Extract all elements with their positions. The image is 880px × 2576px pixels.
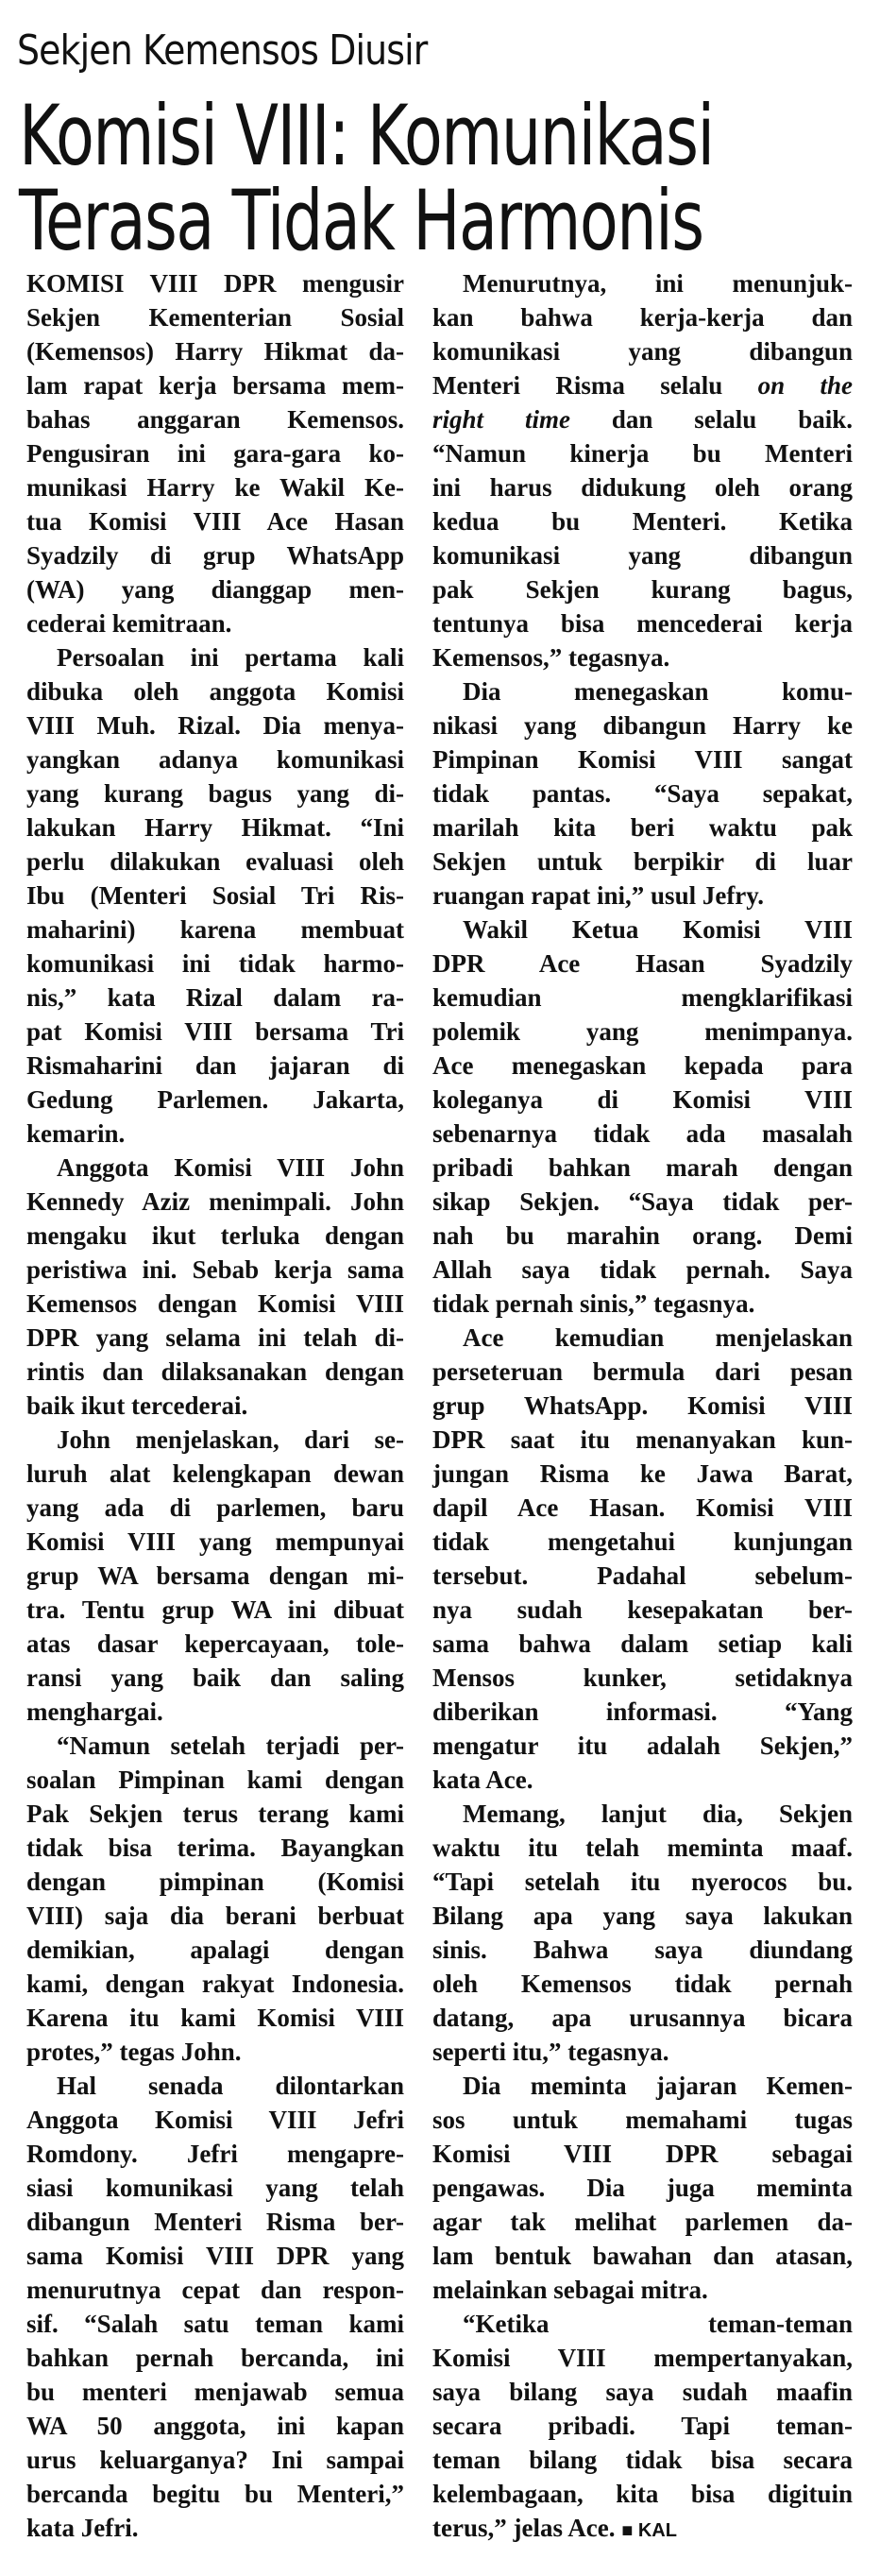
text-line: DPR Ace Hasan Syadzily [432, 949, 853, 978]
text-line: tersebut. Padahal sebelum- [432, 1561, 853, 1590]
text-line: “Ketika teman-teman [463, 2310, 853, 2338]
text-line: sif. “Salah satu teman kami [26, 2310, 404, 2338]
text-line: tra. Tentu grup WA ini dibuat [26, 1595, 404, 1624]
text-line: komunikasi ini tidak harmo- [26, 949, 404, 978]
text-line: kata Ace. [432, 1766, 533, 1794]
text-line: munikasi Harry ke Wakil Ke- [26, 473, 404, 502]
text-line: tidak pernah sinis,” tegasnya. [432, 1289, 755, 1318]
text-line: kata Jefri. [26, 2514, 139, 2542]
text-line: lam rapat kerja bersama mem- [26, 371, 404, 400]
text-line: DPR saat itu menanyakan kun- [432, 1425, 853, 1454]
text-line: demikian, apalagi dengan [26, 1936, 404, 1964]
text-line: “Namun setelah terjadi per- [57, 1732, 404, 1760]
text-line: Komisi VIII mempertanyakan, [432, 2344, 853, 2372]
headline-line-1: Komisi VIII: Komunikasi [19, 87, 714, 184]
paragraph [432, 266, 853, 674]
text-line: cederai kemitraan. [26, 609, 232, 638]
author-initials: ■ KAL [621, 2520, 677, 2541]
text-line: Kennedy Aziz menimpali. John [26, 1187, 404, 1216]
text-line: John menjelaskan, dari se- [57, 1425, 404, 1454]
text-line: tidak bisa terima. Bayangkan [26, 1834, 404, 1862]
text-line: teman bilang tidak bisa secara [432, 2446, 853, 2474]
text-line: perseteruan bermula dari pesan [432, 1357, 853, 1386]
text-line: nah bu marahin orang. Demi [432, 1221, 853, 1250]
text-line: “Tapi setelah itu nyerocos bu. [432, 1868, 853, 1896]
text-line: (WA) yang dianggap men- [26, 575, 404, 604]
paragraph [432, 1321, 853, 1797]
text-line: Pimpinan Komisi VIII sangat [432, 745, 853, 774]
text-line [432, 402, 853, 436]
text-line: melainkan sebagai mitra. [432, 2276, 708, 2304]
text-line: nya sudah kesepakatan ber- [432, 1595, 853, 1624]
italic-text: right time [432, 405, 570, 434]
paragraph [26, 2069, 404, 2545]
text-line: pat Komisi VIII bersama Tri [26, 1017, 404, 1046]
text-line: nis,” kata Rizal dalam ra- [26, 983, 404, 1012]
text-line: Sekjen untuk berpikir di luar [432, 847, 853, 876]
text-line [432, 2511, 853, 2545]
text-line: secara pribadi. Tapi teman- [432, 2412, 853, 2440]
paragraph [432, 2307, 853, 2545]
paragraph [432, 1797, 853, 2069]
paragraph [432, 2069, 853, 2307]
text-line: Komisi VIII yang mempunyai [26, 1527, 404, 1556]
text-line: grup WhatsApp. Komisi VIII [432, 1391, 853, 1420]
text-line: Syadzily di grup WhatsApp [26, 541, 404, 570]
text-line: Dia meminta jajaran Kemen- [463, 2072, 853, 2100]
text-line: Bilang apa yang saya lakukan [432, 1902, 853, 1930]
text-line: Menurutnya, ini menunjuk- [463, 269, 853, 298]
text-line: soalan Pimpinan kami dengan [26, 1766, 404, 1794]
text-line: jungan Risma ke Jawa Barat, [432, 1459, 853, 1488]
text-line: sinis. Bahwa saya diundang [432, 1936, 853, 1964]
paragraph [432, 674, 853, 913]
text-line: KOMISI VIII DPR mengusir [26, 269, 404, 298]
text-line: sos untuk memahami tugas [432, 2106, 853, 2134]
text-line: waktu itu telah meminta maaf. [432, 1834, 853, 1862]
text-line: protes,” tegas John. [26, 2038, 242, 2066]
text-line: tidak pantas. “Saya sepakat, [432, 779, 853, 808]
text-line: Gedung Parlemen. Jakarta, [26, 1085, 404, 1114]
text-line: kedua bu Menteri. Ketika [432, 507, 853, 536]
text-line: yangkan adanya komunikasi [26, 745, 404, 774]
text-line: seperti itu,” tegasnya. [432, 2038, 669, 2066]
text-line: Romdony. Jefri mengapre- [26, 2140, 404, 2168]
text-line: bahas anggaran Kemensos. [26, 405, 404, 434]
text-line: koleganya di Komisi VIII [432, 1085, 853, 1114]
text-line: kami, dengan rakyat Indonesia. [26, 1970, 404, 1998]
text-line: Kemensos,” tegasnya. [432, 643, 670, 672]
text-segment: dan selalu baik. [569, 405, 854, 434]
text-line: baik ikut tercederai. [26, 1391, 248, 1420]
text-line: “Namun kinerja bu Menteri [432, 439, 853, 468]
text-line: sebenarnya tidak ada masalah [432, 1119, 853, 1148]
text-line: menghargai. [26, 1697, 163, 1726]
text-line: perlu dilakukan evaluasi oleh [26, 847, 404, 876]
text-line: kemudian mengklarifikasi [432, 983, 853, 1012]
text-line: marilah kita beri waktu pak [432, 813, 853, 842]
text-line: menurutnya cepat dan respon- [26, 2276, 404, 2304]
text-line: ruangan rapat ini,” usul Jefry. [432, 881, 765, 910]
text-line: VIII Muh. Rizal. Dia menya- [26, 711, 404, 740]
text-line: rintis dan dilaksanakan dengan [26, 1357, 404, 1386]
text-line: lam bentuk bawahan dan atasan, [432, 2242, 853, 2270]
text-line: bercanda begitu bu Menteri,” [26, 2480, 404, 2508]
article-column-left [26, 266, 404, 2545]
text-line: Persoalan ini pertama kali [57, 643, 404, 672]
text-line: maharini) karena membuat [26, 915, 404, 944]
text-line: dibuka oleh anggota Komisi [26, 677, 404, 706]
text-line: VIII) saja dia berani berbuat [26, 1902, 404, 1930]
text-line: lakukan Harry Hikmat. “Ini [26, 813, 404, 842]
text-line: komunikasi yang dibangun [432, 541, 853, 570]
text-line: kemarin. [26, 1119, 126, 1148]
text-line: tidak mengetahui kunjungan [432, 1527, 853, 1556]
text-line: Ace kemudian menjelaskan [463, 1323, 853, 1352]
text-line: yang kurang bagus yang di- [26, 779, 404, 808]
text-line: atas dasar kepercayaan, tole- [26, 1629, 404, 1658]
text-line: datang, apa urusannya bicara [432, 2004, 853, 2032]
text-line: oleh Kemensos tidak pernah [432, 1970, 853, 1998]
paragraph [26, 640, 404, 1151]
paragraph [26, 1423, 404, 1729]
paragraph [432, 913, 853, 1321]
text-line: Allah saya tidak pernah. Saya [432, 1255, 853, 1284]
text-line: Anggota Komisi VIII Jefri [26, 2106, 404, 2134]
text-line: Pak Sekjen terus terang kami [26, 1800, 404, 1828]
text-line: Hal senada dilontarkan [57, 2072, 404, 2100]
text-line: Wakil Ketua Komisi VIII [463, 915, 853, 944]
text-line: agar tak melihat parlemen da- [432, 2208, 853, 2236]
text-line: siasi komunikasi yang telah [26, 2174, 404, 2202]
text-line [432, 368, 853, 402]
text-line: ransi yang baik dan saling [26, 1663, 404, 1692]
text-line: nikasi yang dibangun Harry ke [432, 711, 853, 740]
text-line: Kemensos dengan Komisi VIII [26, 1289, 404, 1318]
text-line: Pengusiran ini gara-gara ko- [26, 439, 404, 468]
text-line: tentunya bisa mencederai kerja [432, 609, 853, 638]
text-line: pengawas. Dia juga meminta [432, 2174, 853, 2202]
text-line: luruh alat kelengkapan dewan [26, 1459, 404, 1488]
text-line: Dia menegaskan komu- [463, 677, 853, 706]
text-line: Komisi VIII DPR sebagai [432, 2140, 853, 2168]
text-line: tua Komisi VIII Ace Hasan [26, 507, 404, 536]
text-line: (Kemensos) Harry Hikmat da- [26, 337, 404, 366]
text-line: Karena itu kami Komisi VIII [26, 2004, 404, 2032]
text-line: bahkan pernah bercanda, ini [26, 2344, 404, 2372]
text-line: kelembagaan, kita bisa digituin [432, 2480, 853, 2508]
article-column-right [432, 266, 853, 2545]
text-segment: Menteri Risma selalu [432, 371, 758, 400]
text-line: Ace menegaskan kepada para [432, 1051, 853, 1080]
text-line: polemik yang menimpanya. [432, 1017, 853, 1046]
text-line: dengan pimpinan (Komisi [26, 1868, 404, 1896]
text-line: kan bahwa kerja-kerja dan [432, 303, 853, 332]
italic-text: on the [757, 371, 853, 400]
text-line: grup WA bersama dengan mi- [26, 1561, 404, 1590]
text-line: ini harus didukung oleh orang [432, 473, 853, 502]
paragraph [26, 266, 404, 640]
text-line: Rismaharini dan jajaran di [26, 1051, 404, 1080]
text-line: bu menteri menjawab semua [26, 2378, 404, 2406]
text-segment: terus,” jelas Ace. [432, 2514, 622, 2542]
article-kicker: Sekjen Kemensos Diusir [17, 26, 428, 75]
text-line: komunikasi yang dibangun [432, 337, 853, 366]
text-line: Sekjen Kementerian Sosial [26, 303, 404, 332]
text-line: dibangun Menteri Risma ber- [26, 2208, 404, 2236]
text-line: sikap Sekjen. “Saya tidak per- [432, 1187, 853, 1216]
text-line: sama bahwa dalam setiap kali [432, 1629, 853, 1658]
paragraph [26, 1151, 404, 1423]
headline-line-2: Terasa Tidak Harmonis [19, 172, 703, 269]
text-line: sama Komisi VIII DPR yang [26, 2242, 404, 2270]
text-line: pak Sekjen kurang bagus, [432, 575, 853, 604]
text-line: yang ada di parlemen, baru [26, 1493, 404, 1522]
text-line: diberikan informasi. “Yang [432, 1697, 853, 1726]
text-line: saya bilang saya sudah maafin [432, 2378, 853, 2406]
text-line: urus keluarganya? Ini sampai [26, 2446, 404, 2474]
text-line: DPR yang selama ini telah di- [26, 1323, 404, 1352]
text-line: mengatur itu adalah Sekjen,” [432, 1732, 853, 1760]
text-line: peristiwa ini. Sebab kerja sama [26, 1255, 404, 1284]
text-line: WA 50 anggota, ini kapan [26, 2412, 404, 2440]
text-line: Ibu (Menteri Sosial Tri Ris- [26, 881, 404, 910]
text-line: dapil Ace Hasan. Komisi VIII [432, 1493, 853, 1522]
text-line: Mensos kunker, setidaknya [432, 1663, 853, 1692]
text-line: mengaku ikut terluka dengan [26, 1221, 404, 1250]
text-line: pribadi bahkan marah dengan [432, 1153, 853, 1182]
paragraph [26, 1729, 404, 2069]
text-line: Memang, lanjut dia, Sekjen [463, 1800, 853, 1828]
text-line: Anggota Komisi VIII John [57, 1153, 404, 1182]
